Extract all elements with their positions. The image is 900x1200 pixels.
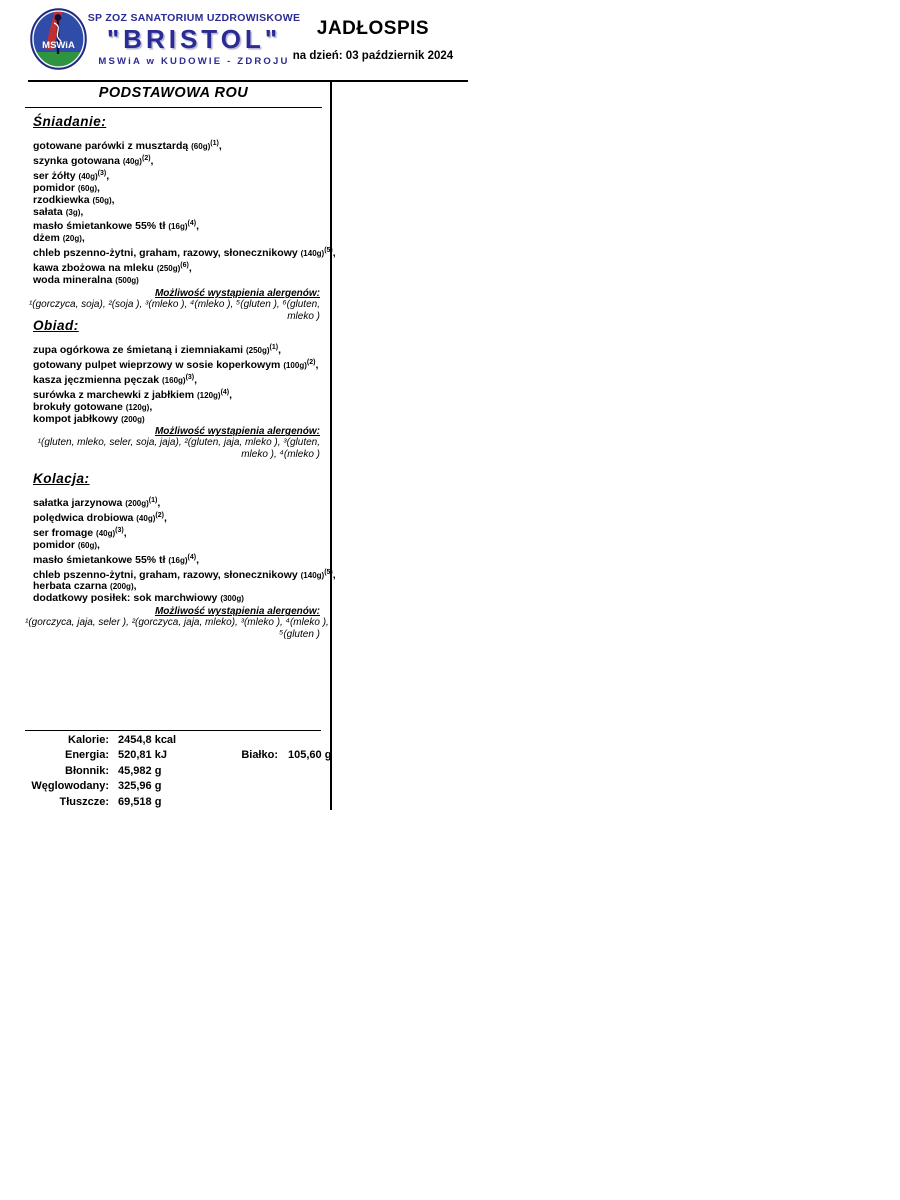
menu-item-separator: , [149, 400, 153, 413]
menu-item-portion: (20g) [62, 234, 82, 244]
menu-item-text: surówka z marchewki z jabłkiem [33, 388, 197, 401]
menu-item [33, 342, 322, 357]
meal-name: Obiad: [33, 318, 79, 333]
organization-block [86, 12, 302, 67]
allergens-line: ⁵(gluten ) [279, 629, 320, 641]
menu-item-text: ser żółty [33, 169, 79, 182]
nutrition-row [25, 779, 325, 794]
nutrition-label: Błonnik: [65, 764, 109, 777]
menu-item-text: polędwica drobiowa [33, 511, 137, 524]
nutrition-row [25, 748, 332, 763]
menu-item [33, 245, 336, 260]
nutrition-row [25, 795, 325, 810]
menu-item-portion: (60g) [77, 540, 98, 550]
menu-item [33, 138, 322, 153]
menu-item-portion: (40g) [78, 171, 98, 181]
menu-item-portion: (60g) [191, 142, 211, 151]
nutrition-value: 520,81 kJ [118, 749, 167, 762]
menu-item [33, 552, 322, 567]
menu-item-text: masło śmietankowe 55% tł [33, 220, 169, 233]
menu-item-allergen-ref: (6) [180, 262, 189, 270]
menu-item-text: kasza jęczmienna pęczak [33, 373, 162, 386]
menu-item [33, 372, 322, 387]
menu-item-text: kawa zbożowa na mleku [33, 262, 157, 275]
allergens-heading [25, 426, 322, 437]
allergens-heading-text: Możliwość wystąpienia alergenów: [154, 426, 320, 438]
nutrition-value: 105,60 g [288, 749, 332, 762]
menu-item-separator: , [218, 140, 222, 152]
menu-item [33, 195, 322, 207]
menu-item-text: chleb pszenno-żytni, graham, razowy, słonecznikowy [33, 247, 301, 260]
menu-item-separator: , [163, 511, 167, 524]
menu-item [33, 593, 322, 605]
menu-item-portion: (50g) [92, 195, 112, 205]
menu-item [33, 153, 322, 168]
menu-item-allergen-ref: (4) [187, 553, 197, 561]
date-line: na dzień: 03 październik 2024 [292, 50, 454, 62]
menu-item-portion: (250g) [245, 346, 270, 355]
menu-item-separator: , [188, 262, 192, 275]
menu-item-text: ser fromage [33, 526, 97, 539]
menu-item-text: herbata czarna [33, 580, 111, 593]
menu-item-text: brokuły gotowane [33, 400, 126, 413]
menu-item-separator: , [97, 181, 100, 194]
menu-item-separator: , [150, 154, 154, 167]
meal-name: Kolacja: [33, 471, 90, 486]
nutrition-label: Tłuszcze: [59, 795, 109, 808]
nutrition-label: Energia: [64, 749, 109, 762]
organization-subtitle: SP ZOZ SANATORIUM UZDROWISKOWE [87, 12, 301, 24]
menu-item-text: gotowany pulpet wieprzowy w sosie koperkowym [33, 358, 284, 371]
allergens-line: mleko ) [287, 310, 320, 322]
menu-item [33, 275, 322, 287]
menu-item-separator: , [106, 169, 110, 182]
meal-items [33, 342, 322, 425]
meal-section-3 [25, 470, 336, 641]
menu-item-allergen-ref: (1) [269, 344, 279, 351]
page-title: JADŁOSPIS [316, 18, 430, 39]
menu-item-separator: , [194, 373, 198, 386]
menu-item-portion: (200g) [125, 499, 149, 508]
nutrition-value: 69,518 g [118, 795, 162, 808]
meal-name: Śniadanie: [33, 114, 107, 129]
menu-item-text: chleb pszenno-żytni, graham, razowy, słonecznikowy [33, 568, 301, 581]
menu-item-portion: (3g) [65, 207, 81, 217]
diet-title: PODSTAWOWA ROU [98, 85, 249, 101]
nutrition-value: 2454,8 kcal [118, 734, 177, 746]
menu-item-allergen-ref: (2) [155, 511, 164, 519]
meal-section-1 [25, 113, 336, 323]
menu-item [33, 168, 322, 183]
menu-item-allergen-ref: (4) [220, 388, 230, 396]
menu-item-allergen-ref: (3) [97, 169, 107, 177]
menu-item-separator: , [157, 497, 161, 509]
nutrition-row [25, 733, 325, 748]
menu-item-portion: (140g) [300, 570, 325, 580]
menu-item-allergen-ref: (2) [306, 358, 316, 366]
menu-item-separator: , [332, 247, 336, 260]
allergens-heading [25, 288, 322, 299]
menu-item [33, 495, 322, 510]
nutrition-row [25, 764, 325, 779]
nutrition-label: Węglowodany: [31, 780, 109, 793]
menu-item-text: pomidor [33, 538, 78, 551]
meals-container [25, 80, 336, 740]
menu-item-separator: , [123, 526, 127, 539]
menu-item-text: pomidor [33, 181, 78, 194]
nutrition-label: Białko: [241, 749, 278, 762]
menu-item-allergen-ref: (2) [141, 154, 151, 162]
menu-item-separator: , [332, 568, 336, 581]
menu-item-portion: (160g) [162, 375, 186, 385]
nutrition-value: 45,982 g [118, 764, 162, 777]
menu-item-separator: , [315, 358, 319, 371]
menu-item-text: szynka gotowana [33, 154, 123, 167]
menu-item-portion: (200g) [121, 414, 145, 424]
menu-item [33, 218, 322, 233]
menu-item-portion: (500g) [115, 276, 139, 286]
menu-item-allergen-ref: (5) [324, 568, 333, 576]
menu-item [33, 207, 322, 219]
menu-item-portion: (140g) [300, 249, 325, 259]
menu-item-portion: (120g) [125, 402, 150, 412]
menu-item [33, 387, 322, 402]
menu-item-text: sałatka jarzynowa [33, 497, 126, 509]
allergens-line: ¹(gorczyca, jaja, seler ), ²(gorczyca, jaja, mleko), ³(mleko ), ⁴(mleko ), [25, 617, 329, 629]
meal-items [33, 138, 336, 287]
allergens-heading-text: Możliwość wystąpienia alergenów: [154, 606, 320, 618]
menu-item [33, 260, 322, 275]
menu-item-separator: , [81, 232, 85, 245]
menu-item-portion: (200g) [110, 582, 134, 592]
mswia-sanatorium-logo-icon [30, 8, 87, 70]
menu-item-portion: (250g) [156, 264, 181, 274]
menu-item-portion: (40g) [122, 156, 142, 166]
menu-item-portion: (40g) [136, 513, 156, 523]
menu-item [33, 567, 336, 582]
menu-item-allergen-ref: (1) [148, 497, 158, 504]
allergens-line: mleko ), ⁴(mleko ) [241, 449, 320, 461]
menu-item-separator: , [196, 553, 199, 566]
logo-text: MSWiA [42, 40, 75, 51]
menu-item-portion: (120g) [197, 390, 221, 400]
column-divider [330, 80, 332, 810]
allergens-line: ¹(gorczyca, soja), ²(soja ), ³(mleko ), ⁴(mleko ), ⁵(gluten ), ⁶(gluten, [28, 298, 320, 310]
menu-item-portion: (100g) [283, 360, 307, 370]
menu-item-separator: , [80, 205, 84, 218]
organization-location: MSWiA w KUDOWIE - ZDROJU [98, 56, 290, 67]
title-block [280, 18, 466, 62]
menu-item [33, 357, 322, 372]
allergens-heading [25, 606, 322, 617]
menu-item [33, 525, 322, 540]
menu-item-text: masło śmietankowe 55% tł [33, 553, 169, 566]
menu-item [33, 510, 322, 525]
menu-item-separator: , [278, 344, 282, 356]
menu-item-separator: , [229, 388, 233, 401]
menu-item-portion: (60g) [77, 183, 98, 193]
menu-item-allergen-ref: (4) [187, 220, 197, 228]
menu-column [25, 80, 336, 740]
menu-item-separator: , [196, 220, 199, 233]
allergens-line: ¹(gluten, mleko, seler, soja, jaja), ²(gluten, jaja, mleko ), ³(gluten, [37, 437, 320, 449]
menu-item-allergen-ref: (5) [324, 247, 333, 255]
nutrition-label: Kalorie: [68, 734, 109, 746]
menu-item-text: sałata [33, 205, 66, 218]
meal-items [33, 495, 336, 605]
menu-item-allergen-ref: (1) [210, 140, 219, 147]
allergens-heading-text: Możliwość wystąpienia alergenów: [154, 287, 320, 299]
nutrition-summary [25, 733, 332, 810]
menu-item-separator: , [97, 538, 100, 551]
menu-item-portion: (40g) [96, 528, 116, 538]
menu-item-separator: , [111, 193, 115, 206]
menu-item-text: rzodkiewka [33, 193, 93, 206]
menu-item-separator: , [133, 580, 137, 593]
menu-item-text: dodatkowy posiłek: sok marchwiowy [33, 592, 221, 605]
menu-item-text: gotowane parówki z musztardą [33, 140, 192, 152]
menu-item-portion: (16g) [168, 222, 188, 232]
menu-item-text: zupa ogórkowa ze śmietaną i ziemniakami [33, 344, 246, 356]
menu-item [33, 540, 322, 552]
menu-item [33, 414, 322, 426]
menu-item-text: kompot jabłkowy [33, 412, 122, 425]
menu-item-text: woda mineralna [33, 274, 116, 287]
menu-item-portion: (16g) [168, 555, 188, 565]
menu-item [33, 233, 322, 245]
meal-section-2 [25, 317, 322, 461]
nutrition-value: 325,96 g [118, 780, 162, 793]
organization-name: "BRISTOL" [106, 24, 282, 54]
menu-item-text: dżem [33, 232, 63, 245]
menu-item-allergen-ref: (3) [115, 526, 124, 534]
menu-item-allergen-ref: (3) [185, 373, 195, 381]
menu-item-portion: (300g) [220, 594, 244, 604]
